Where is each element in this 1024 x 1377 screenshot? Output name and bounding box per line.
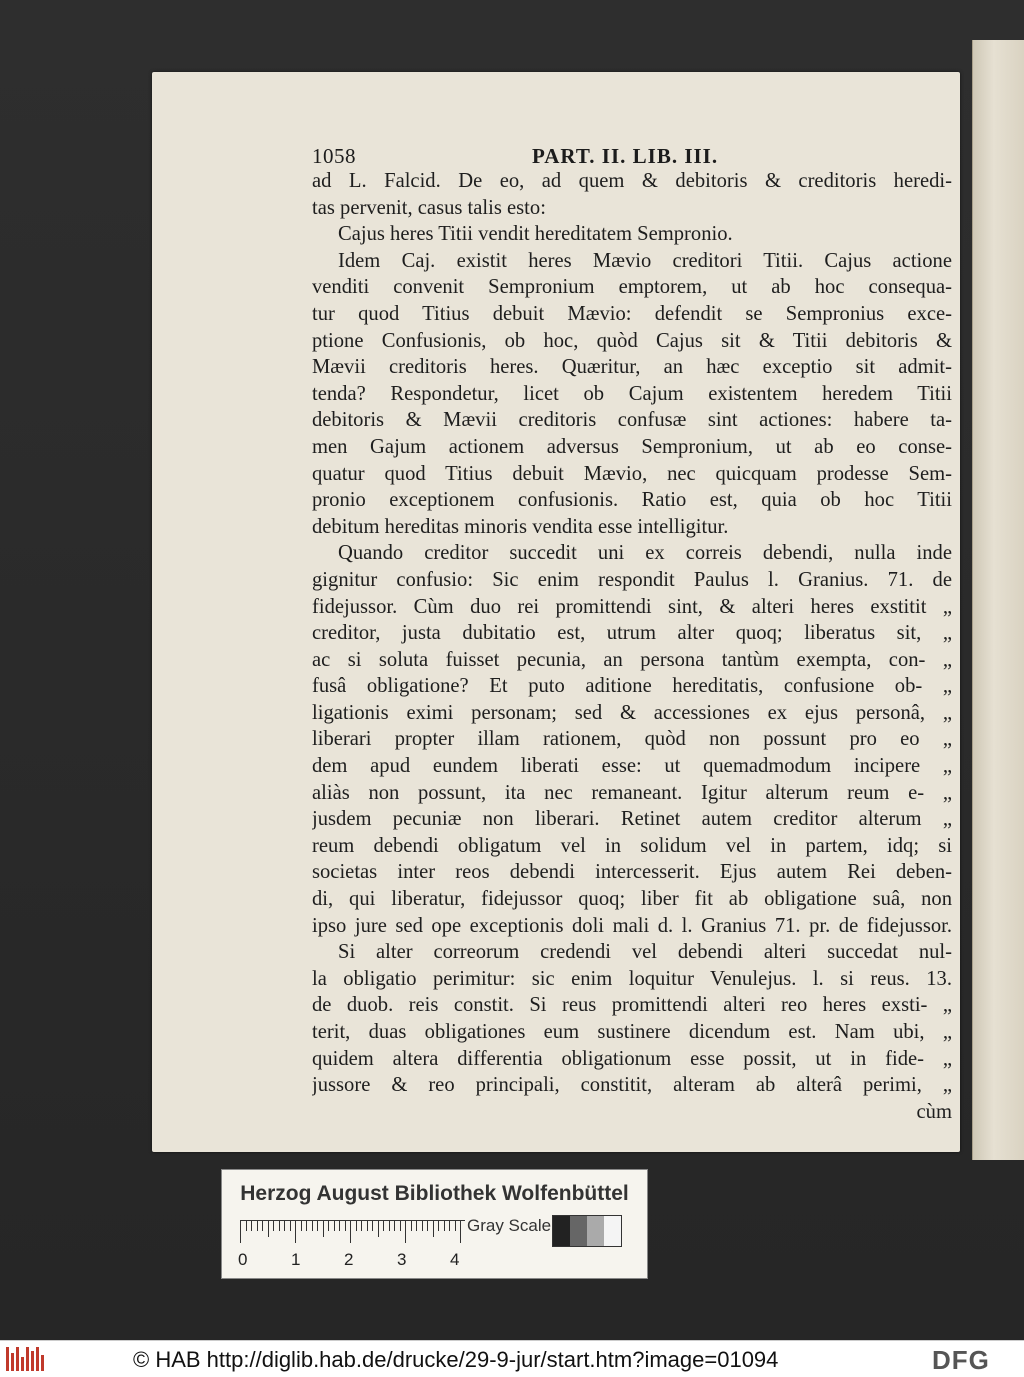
ruler-tick (339, 1221, 340, 1231)
text-line: tur quod Titius debuit Mævio: defendit se Sempronius exce- (312, 302, 952, 325)
ruler-tick (400, 1221, 401, 1231)
copyright-url-text[interactable]: © HAB http://diglib.hab.de/drucke/29-9-jur/start.htm?image=01094 (133, 1347, 779, 1372)
text-line: ptione Confusionis, ob hoc, quòd Cajus sit & Titii debitoris & (312, 329, 952, 352)
gray-scale-label: Gray Scale (467, 1216, 552, 1235)
text-line: creditor, justa dubitatio est, utrum alter quoq; liberatus sit, „ (312, 622, 952, 645)
ruler-tick (334, 1221, 335, 1231)
ruler-tick (367, 1221, 368, 1231)
text-line: ipso jure sed ope exceptionis doli mali d. l. Granius 71. pr. de fidejussor. (312, 914, 952, 937)
text-line: Si alter correorum credendi vel debendi alteri succedat nul- (338, 941, 952, 964)
ruler-tick (323, 1221, 324, 1237)
text-line: ad L. Falcid. De eo, ad quem & debitoris & creditoris heredi- (312, 170, 952, 192)
text-line: venditi convenit Sempronium emptorem, ut ab hoc consequa- (312, 276, 952, 299)
ruler-tick (372, 1221, 373, 1231)
text-line: men Gajum actionem adversus Sempronium, ut ab eo conse- (312, 435, 952, 458)
ruler-tick (240, 1221, 241, 1243)
text-line: ligationis eximi personam; sed & accessiones ex ejus personâ, „ (312, 701, 952, 724)
text-line: di, qui liberatur, fidejussor quoq; liber fit ab obligatione suâ, non (312, 888, 952, 911)
text-line: cùm (916, 1100, 952, 1123)
ruler-tick (268, 1221, 269, 1237)
ruler-tick (356, 1221, 357, 1231)
ruler-tick (416, 1221, 417, 1231)
color-ruler-card (221, 1169, 648, 1279)
text-line: reum debendi obligatum vel in solidum vel in partem, idq; si (312, 834, 952, 857)
ruler-tick (405, 1221, 406, 1243)
text-line: pronio exceptionem confusionis. Ratio est, quia ob hoc Titii (312, 489, 952, 512)
ruler-number: 3 (397, 1250, 407, 1269)
page-number: 1058 (312, 144, 356, 168)
body-text (312, 168, 952, 1125)
ruler-tick (328, 1221, 329, 1231)
text-line: quidem altera differentia obligationum esse possit, ut in fide- „ (312, 1047, 952, 1070)
text-line: aliàs non possunt, ita nec remaneant. Igitur alterum reum e- „ (312, 781, 952, 804)
text-line: liberari propter illam rationem, quòd non possunt pro eo „ (312, 728, 952, 751)
swatch-black (553, 1216, 570, 1246)
text-line: Cajus heres Titii vendit hereditatem Sempronio. (338, 223, 733, 246)
ruler-tick (389, 1221, 390, 1231)
dfg-logo: DFG (932, 1345, 990, 1375)
ruler-tick (251, 1221, 252, 1231)
ruler-tick (262, 1221, 263, 1231)
ruler-numbers (234, 1250, 474, 1272)
ruler-scale (240, 1220, 465, 1245)
text-line: terit, duas obligationes eum sustinere dicendum est. Nam ubi, „ (312, 1021, 952, 1043)
ruler-number: 0 (238, 1250, 248, 1269)
library-name: Herzog August Bibliothek Wolfenbüttel (240, 1182, 629, 1205)
ruler-tick (433, 1221, 434, 1237)
ruler-tick (378, 1221, 379, 1237)
text-line: la obligatio perimitur: sic enim loquitur Venulejus. l. si reus. 13. (312, 967, 952, 990)
ruler-tick (257, 1221, 258, 1231)
swatch-white (604, 1216, 621, 1246)
text-line: debitum hereditas minoris vendita esse intelligitur. (312, 515, 729, 538)
ruler-tick (383, 1221, 384, 1231)
ruler-tick (444, 1221, 445, 1231)
ruler-number: 4 (450, 1250, 460, 1269)
text-line: quatur quod Titius debuit Mævio, nec quicquam prodesse Sem- (312, 462, 952, 485)
ruler-tick (246, 1221, 247, 1231)
ruler-tick (290, 1221, 291, 1231)
ruler-tick (394, 1221, 395, 1231)
ruler-tick (438, 1221, 439, 1231)
ruler-tick (295, 1221, 296, 1243)
swatch-light-gray (587, 1216, 604, 1246)
ruler-tick (273, 1221, 274, 1231)
swatch-dark-gray (570, 1216, 587, 1246)
ruler-tick (350, 1221, 351, 1243)
text-line: gignitur confusio: Sic enim respondit Paulus l. Granius. 71. de (312, 568, 952, 591)
ruler-tick (301, 1221, 302, 1231)
ruler-tick (427, 1221, 428, 1231)
ruler-tick (455, 1221, 456, 1231)
ruler-tick (312, 1221, 313, 1231)
ruler-tick (361, 1221, 362, 1231)
running-title: PART. II. LIB. III. (532, 144, 719, 168)
text-line: ac si soluta fuisset pecunia, an persona tantùm exempta, con- „ (312, 648, 952, 671)
text-line: dem apud eundem liberati esse: ut quemadmodum incipere „ (312, 755, 952, 778)
text-line: debitoris & Mævii creditoris confusæ sint actiones: habere ta- (312, 409, 952, 432)
hab-logo-icon (6, 1347, 46, 1371)
ruler-tick (279, 1221, 280, 1231)
text-line: fusâ obligatione? Et puto aditione hereditatis, confusione ob- „ (312, 675, 952, 698)
ruler-tick (460, 1221, 461, 1243)
ruler-tick (345, 1221, 346, 1231)
text-line: Quando creditor succedit uni ex correis debendi, nulla inde (338, 542, 952, 565)
text-line: jussore & reo principali, constitit, alteram ab alterâ perimi, „ (312, 1074, 952, 1097)
text-line: fidejussor. Cùm duo rei promittendi sint, & alteri heres exstitit „ (312, 595, 952, 618)
ruler-tick (317, 1221, 318, 1231)
ruler-tick (306, 1221, 307, 1231)
text-line: Mævii creditoris heres. Quæritur, an hæc exceptio sit admit- (312, 356, 952, 379)
text-line: jusdem pecuniæ non liberari. Retinet autem creditor alterum „ (312, 808, 952, 831)
text-line: Idem Caj. existit heres Mævio creditori Titii. Cajus actione (338, 249, 952, 272)
ruler-tick (422, 1221, 423, 1231)
footer-bar (0, 1340, 1024, 1377)
text-line: tenda? Respondetur, licet ob Cajum existentem heredem Titii (312, 382, 952, 405)
ruler-tick (284, 1221, 285, 1231)
gray-scale-swatches (552, 1215, 622, 1247)
ruler-tick (411, 1221, 412, 1231)
ruler-number: 2 (344, 1250, 354, 1269)
ruler-tick (449, 1221, 450, 1231)
ruler-number: 1 (291, 1250, 301, 1269)
text-line: tas pervenit, casus talis esto: (312, 196, 546, 219)
text-line: de duob. reis constit. Si reus promittendi alteri reo heres exsti- „ (312, 994, 952, 1017)
adjacent-page-edge (972, 40, 1024, 1160)
text-line: societas inter reos debendi intercesserit. Ejus autem Rei deben- (312, 861, 952, 884)
